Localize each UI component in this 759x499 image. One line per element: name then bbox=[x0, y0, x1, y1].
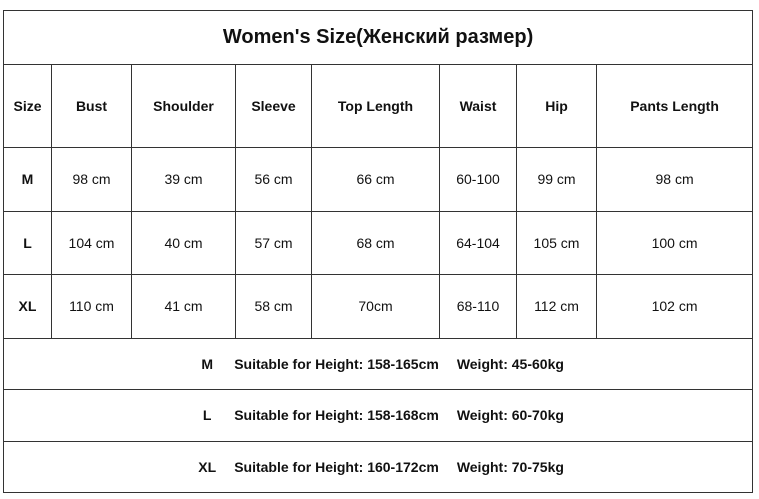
pants-length-cell: 100 cm bbox=[597, 211, 753, 275]
chart-title: Women's Size(Женский размер) bbox=[4, 11, 753, 65]
header-shoulder: Shoulder bbox=[132, 65, 236, 148]
fit-cell bbox=[4, 338, 753, 389]
top-length-cell: 70cm bbox=[312, 275, 440, 339]
shoulder-cell: 39 cm bbox=[132, 148, 236, 212]
size-cell: XL bbox=[4, 275, 52, 339]
sleeve-cell: 57 cm bbox=[236, 211, 312, 275]
size-chart-table bbox=[3, 10, 753, 493]
top-length-cell: 68 cm bbox=[312, 211, 440, 275]
header-hip: Hip bbox=[517, 65, 597, 148]
waist-cell: 64-104 bbox=[440, 211, 517, 275]
fit-row-xl bbox=[4, 441, 753, 493]
hip-cell: 99 cm bbox=[517, 148, 597, 212]
hip-cell: 105 cm bbox=[517, 211, 597, 275]
sleeve-cell: 56 cm bbox=[236, 148, 312, 212]
fit-weight: Weight: 45-60kg bbox=[456, 355, 564, 372]
waist-cell: 68-110 bbox=[440, 275, 517, 339]
fit-cell bbox=[4, 441, 753, 493]
fit-weight: Weight: 70-75kg bbox=[456, 458, 564, 475]
bust-cell: 104 cm bbox=[52, 211, 132, 275]
fit-height: Suitable for Height: 158-165cm bbox=[234, 355, 439, 372]
table-row-l bbox=[4, 211, 753, 275]
fit-size: L bbox=[202, 407, 212, 424]
fit-weight: Weight: 60-70kg bbox=[456, 407, 564, 424]
header-top-length: Top Length bbox=[312, 65, 440, 148]
fit-size: M bbox=[201, 355, 214, 372]
bust-cell: 98 cm bbox=[52, 148, 132, 212]
header-pants-length: Pants Length bbox=[597, 65, 753, 148]
shoulder-cell: 40 cm bbox=[132, 211, 236, 275]
size-cell: L bbox=[4, 211, 52, 275]
fit-size: XL bbox=[198, 458, 217, 475]
table-row-m bbox=[4, 148, 753, 212]
pants-length-cell: 98 cm bbox=[597, 148, 753, 212]
table-row-xl bbox=[4, 275, 753, 339]
sleeve-cell: 58 cm bbox=[236, 275, 312, 339]
shoulder-cell: 41 cm bbox=[132, 275, 236, 339]
top-length-cell: 66 cm bbox=[312, 148, 440, 212]
fit-row-l bbox=[4, 390, 753, 441]
header-waist: Waist bbox=[440, 65, 517, 148]
bust-cell: 110 cm bbox=[52, 275, 132, 339]
header-sleeve: Sleeve bbox=[236, 65, 312, 148]
fit-cell bbox=[4, 390, 753, 441]
hip-cell: 112 cm bbox=[517, 275, 597, 339]
size-cell: M bbox=[4, 148, 52, 212]
fit-height: Suitable for Height: 158-168cm bbox=[234, 407, 439, 424]
fit-row-m bbox=[4, 338, 753, 389]
header-bust: Bust bbox=[52, 65, 132, 148]
fit-height: Suitable for Height: 160-172cm bbox=[234, 458, 439, 475]
waist-cell: 60-100 bbox=[440, 148, 517, 212]
header-row bbox=[4, 65, 753, 148]
header-size: Size bbox=[4, 65, 52, 148]
pants-length-cell: 102 cm bbox=[597, 275, 753, 339]
